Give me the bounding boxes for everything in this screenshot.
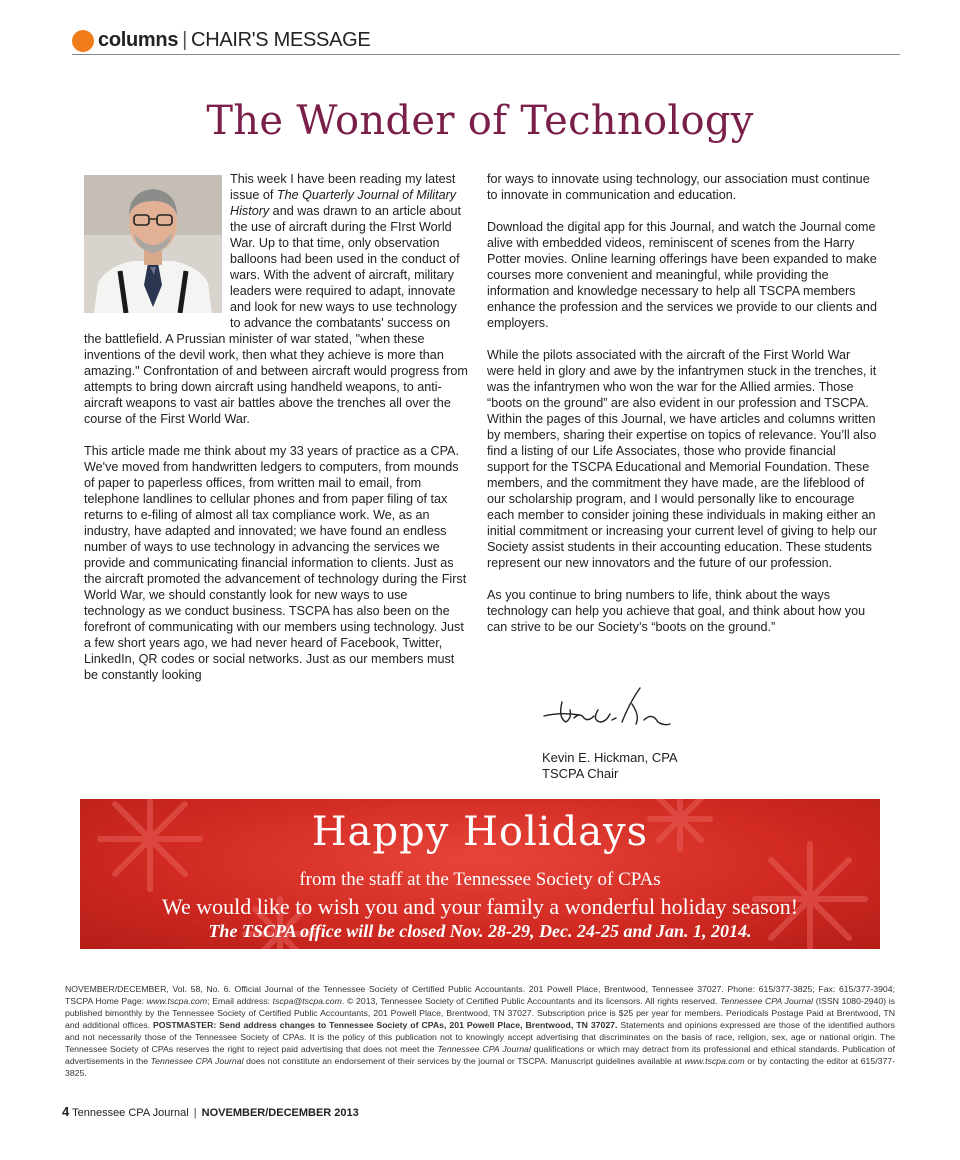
right-paragraph-1: for ways to innovate using technology, our association must continue to innovate in communication and education.	[487, 172, 870, 202]
signer-role: TSCPA Chair	[542, 766, 619, 781]
banner-headline: Happy Holidays	[311, 809, 649, 855]
section-header	[72, 28, 900, 55]
right-paragraph-4: As you continue to bring numbers to life, think about the ways technology can help you achieve that goal, and think about how you can strive to be our Society’s “boots on the ground.”	[487, 588, 866, 634]
page-number: 4	[62, 1104, 70, 1119]
signer-name: Kevin E. Hickman, CPA	[542, 750, 678, 765]
right-paragraph-2: Download the digital app for this Journal, and watch the Journal come alive with embedded videos, reminiscent of scenes from the Harry Potter movies. Online learning offerings have been expanded to make courses more convenient and meaningful, while providing the information and knowledge necessary to help all TSCPA members enhance the profession and the services we provide to our clients and employers.	[487, 220, 877, 330]
email-link[interactable]: tscpa@tscpa.com	[272, 996, 342, 1006]
left-paragraph-2: This article made me think about my 33 years of practice as a CPA. We've moved from handwritten ledgers to computers, from mounds of paper to paperless offices, from written mail to email, from telephone landlines to cellular phones and from paper filing of tax returns to e-filing of almost all tax compliance work. We, as an industry, have adapted and innovated; we have found an endless number of ways to use technology in advancing the services we provide and communicating financial information to clients. Just as the aircraft promoted the advancement of technology during the First World War, we should constantly look for new ways to use technology as we conduct business. TSCPA has also been on the forefront of communicating with our members using technology. Just a few short years ago, we had never heard of Facebook, Twitter, LinkedIn, QR codes or social networks. Just as our members must be constantly looking	[84, 444, 467, 682]
section-label: columns | CHAIR'S MESSAGE	[98, 29, 371, 51]
guidelines-link[interactable]: www.tscpa.com	[684, 1056, 745, 1066]
article-title: The Wonder of Technology	[206, 98, 754, 144]
footer-journal: Tennessee CPA Journal	[72, 1107, 189, 1119]
article-left-column	[84, 171, 470, 699]
banner-line-1: from the staff at the Tennessee Society of CPAs	[299, 869, 661, 890]
signature-block	[542, 750, 678, 782]
section-dot-icon	[72, 30, 94, 52]
footer-issue: NOVEMBER/DECEMBER 2013	[201, 1107, 359, 1119]
publication-info: NOVEMBER/DECEMBER, Vol. 58, No. 6. Official Journal of the Tennessee Society of Certified Public Accountants. 201 Powell Place, Brentwood, Tennessee 37027. Phone: 615/377-3825; Fax: 615/377-3904; TSCPA Home Page: www.tscpa.com; Email address: tscpa@tscpa.com. © 2013, Tennessee Society of Certified Public Accountants and its licensors. All rights reserved. Tennessee CPA Journal (ISSN 1080-2940) is published bimonthly by the Tennessee Society of Certified Public Accountants, 201 Powell Place, Brentwood, TN 37027. Subscription price is $25 per year for members. Periodicals Postage Paid at Brentwood, TN and additional offices. POSTMASTER: Send address changes to Tennessee Society of CPAs, 201 Powell Place, Brentwood, TN 37027. Statements and opinions expressed are those of the identified authors and not necessarily those of the Tennessee Society of CPAs. It is the policy of this publication not to knowingly accept advertising that discriminates on the basis of race, religion, sex, age or national origin. The Tennessee Society of CPAs reserves the right to reject paid advertising that does not meet the Tennessee CPA Journal qualifications or which may detract from its professional and ethical standards. Publication of advertisements in the Tennessee CPA Journal does not constitute an endorsement of their services by the journal or TSCPA. Manuscript guidelines available at www.tscpa.com or by contacting the editor at 615/377-3825.	[65, 984, 896, 1078]
section-name: columns	[98, 29, 179, 51]
signature-image	[540, 682, 680, 742]
right-paragraph-3: While the pilots associated with the aircraft of the First World War were held in glory and awe by the infantrymen stuck in the trenches, it was the infantrymen who won the war for the Allied armies. Those “boots on the ground” are also evident in our profession and TSCPA. Within the pages of this Journal, we have articles and columns written by members, sharing their expertise on topics of relevance. You’ll also find a listing of our Life Associates, those who provide financial support for the TSCPA Educational and Memorial Foundation. These members, and the commitment they have made, are the lifeblood of our scholarship program, and I would personally like to encourage each member to consider joining these individuals in making either an initial commitment or increasing your current level of giving to help our Society assist students in their accounting education. These students represent our new innovators and the future of our profession.	[487, 348, 877, 570]
banner-line-2: We would like to wish you and your family a wonderful holiday season!	[161, 894, 799, 919]
banner-line-3: The TSCPA office will be closed Nov. 28-29, Dec. 24-25 and Jan. 1, 2014.	[208, 921, 752, 941]
holiday-banner	[80, 799, 880, 949]
home-page-link[interactable]: www.tscpa.com	[146, 996, 208, 1006]
page-footer: 4 Tennessee CPA Journal | NOVEMBER/DECEMBER 2013	[62, 1104, 359, 1119]
subsection-name: CHAIR'S MESSAGE	[191, 29, 371, 51]
left-paragraph-1: This week I have been reading my latest issue of The Quarterly Journal of Military History and was drawn to an article about the use of aircraft during the FIrst World War. Up to that time, only observation balloons had been used in the conduct of wars. With the advent of aircraft, military leaders were required to adapt, innovate and look for new ways to use technology to advance the combatants' success on the battlefield. A Prussian minister of war stated, "when these inventions of the devil work, then what they achieve is more than amazing." Confrontation of and between aircraft would progress from attempts to bring down aircraft using handheld weapons, to anti-aircraft weapons to vast air battles above the trenches all over the course of the First World War.	[84, 172, 468, 426]
article-right-column	[487, 171, 877, 651]
